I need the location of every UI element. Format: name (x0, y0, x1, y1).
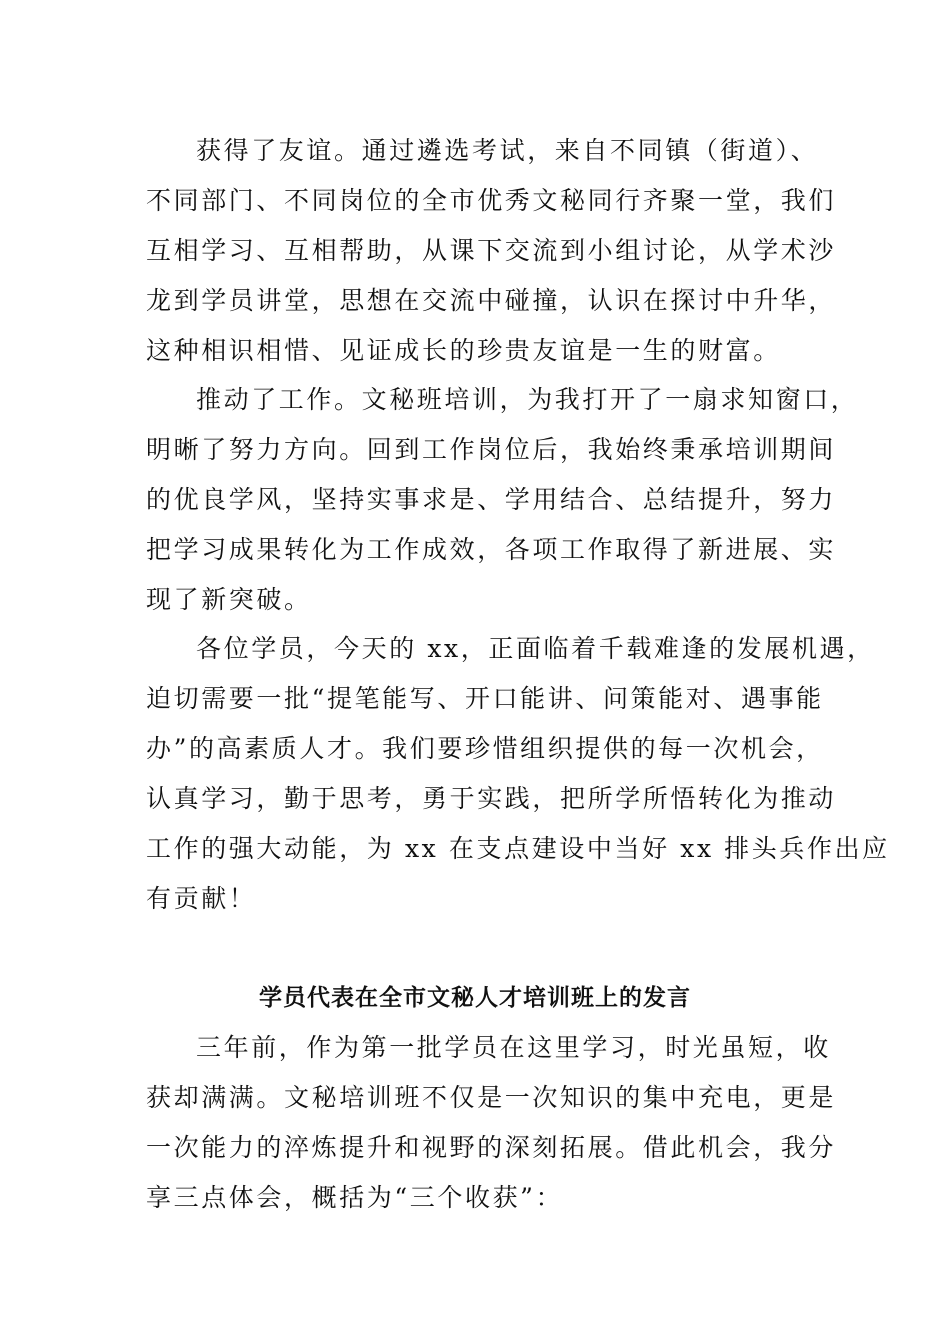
section-title: 学员代表在全市文秘人才培训班上的发言 (259, 984, 691, 1011)
paragraph-line: 明晰了努力方向。回到工作岗位后，我始终秉承培训期间 (146, 435, 837, 464)
paragraph-line: 迫切需要一批“提笔能写、开口能讲、问策能对、遇事能 (146, 684, 824, 713)
paragraph-line: 互相学习、互相帮助，从课下交流到小组讨论，从学术沙 (146, 236, 837, 265)
paragraph-line: 推动了工作。文秘班培训，为我打开了一扇求知窗口， (196, 385, 859, 414)
paragraph-line: 获得了友谊。通过遴选考试，来自不同镇（街道）、 (196, 136, 819, 165)
paragraph-line: 工作的强大动能，为 xx 在支点建设中当好 xx 排头兵作出应 (146, 834, 890, 863)
paragraph-line: 获却满满。文秘培训班不仅是一次知识的集中充电，更是 (146, 1083, 837, 1112)
paragraph-line: 龙到学员讲堂，思想在交流中碰撞，认识在探讨中升华， (146, 286, 837, 315)
paragraph-line: 现了新突破。 (146, 585, 312, 614)
paragraph-line: 三年前，作为第一批学员在这里学习，时光虽短，收 (196, 1033, 831, 1062)
paragraph-line: 这种相识相惜、见证成长的珍贵友谊是一生的财富。 (146, 336, 781, 365)
paragraph-line: 一次能力的淬炼提升和视野的深刻拓展。借此机会，我分 (146, 1133, 837, 1162)
paragraph-line: 认真学习，勤于思考，勇于实践，把所学所悟转化为推动 (146, 784, 837, 813)
paragraph-line: 有贡献！ (146, 884, 257, 913)
paragraph-line: 办”的高素质人才。我们要珍惜组织提供的每一次机会， (146, 734, 824, 763)
paragraph-line: 把学习成果转化为工作成效，各项工作取得了新进展、实 (146, 535, 837, 564)
paragraph-line: 的优良学风，坚持实事求是、学用结合、总结提升，努力 (146, 485, 837, 514)
paragraph-line: 不同部门、不同岗位的全市优秀文秘同行齐聚一堂，我们 (146, 186, 837, 215)
paragraph-line: 享三点体会，概括为“三个收获”： (146, 1183, 564, 1212)
paragraph-line: 各位学员，今天的 xx，正面临着千载难逢的发展机遇， (196, 634, 875, 663)
